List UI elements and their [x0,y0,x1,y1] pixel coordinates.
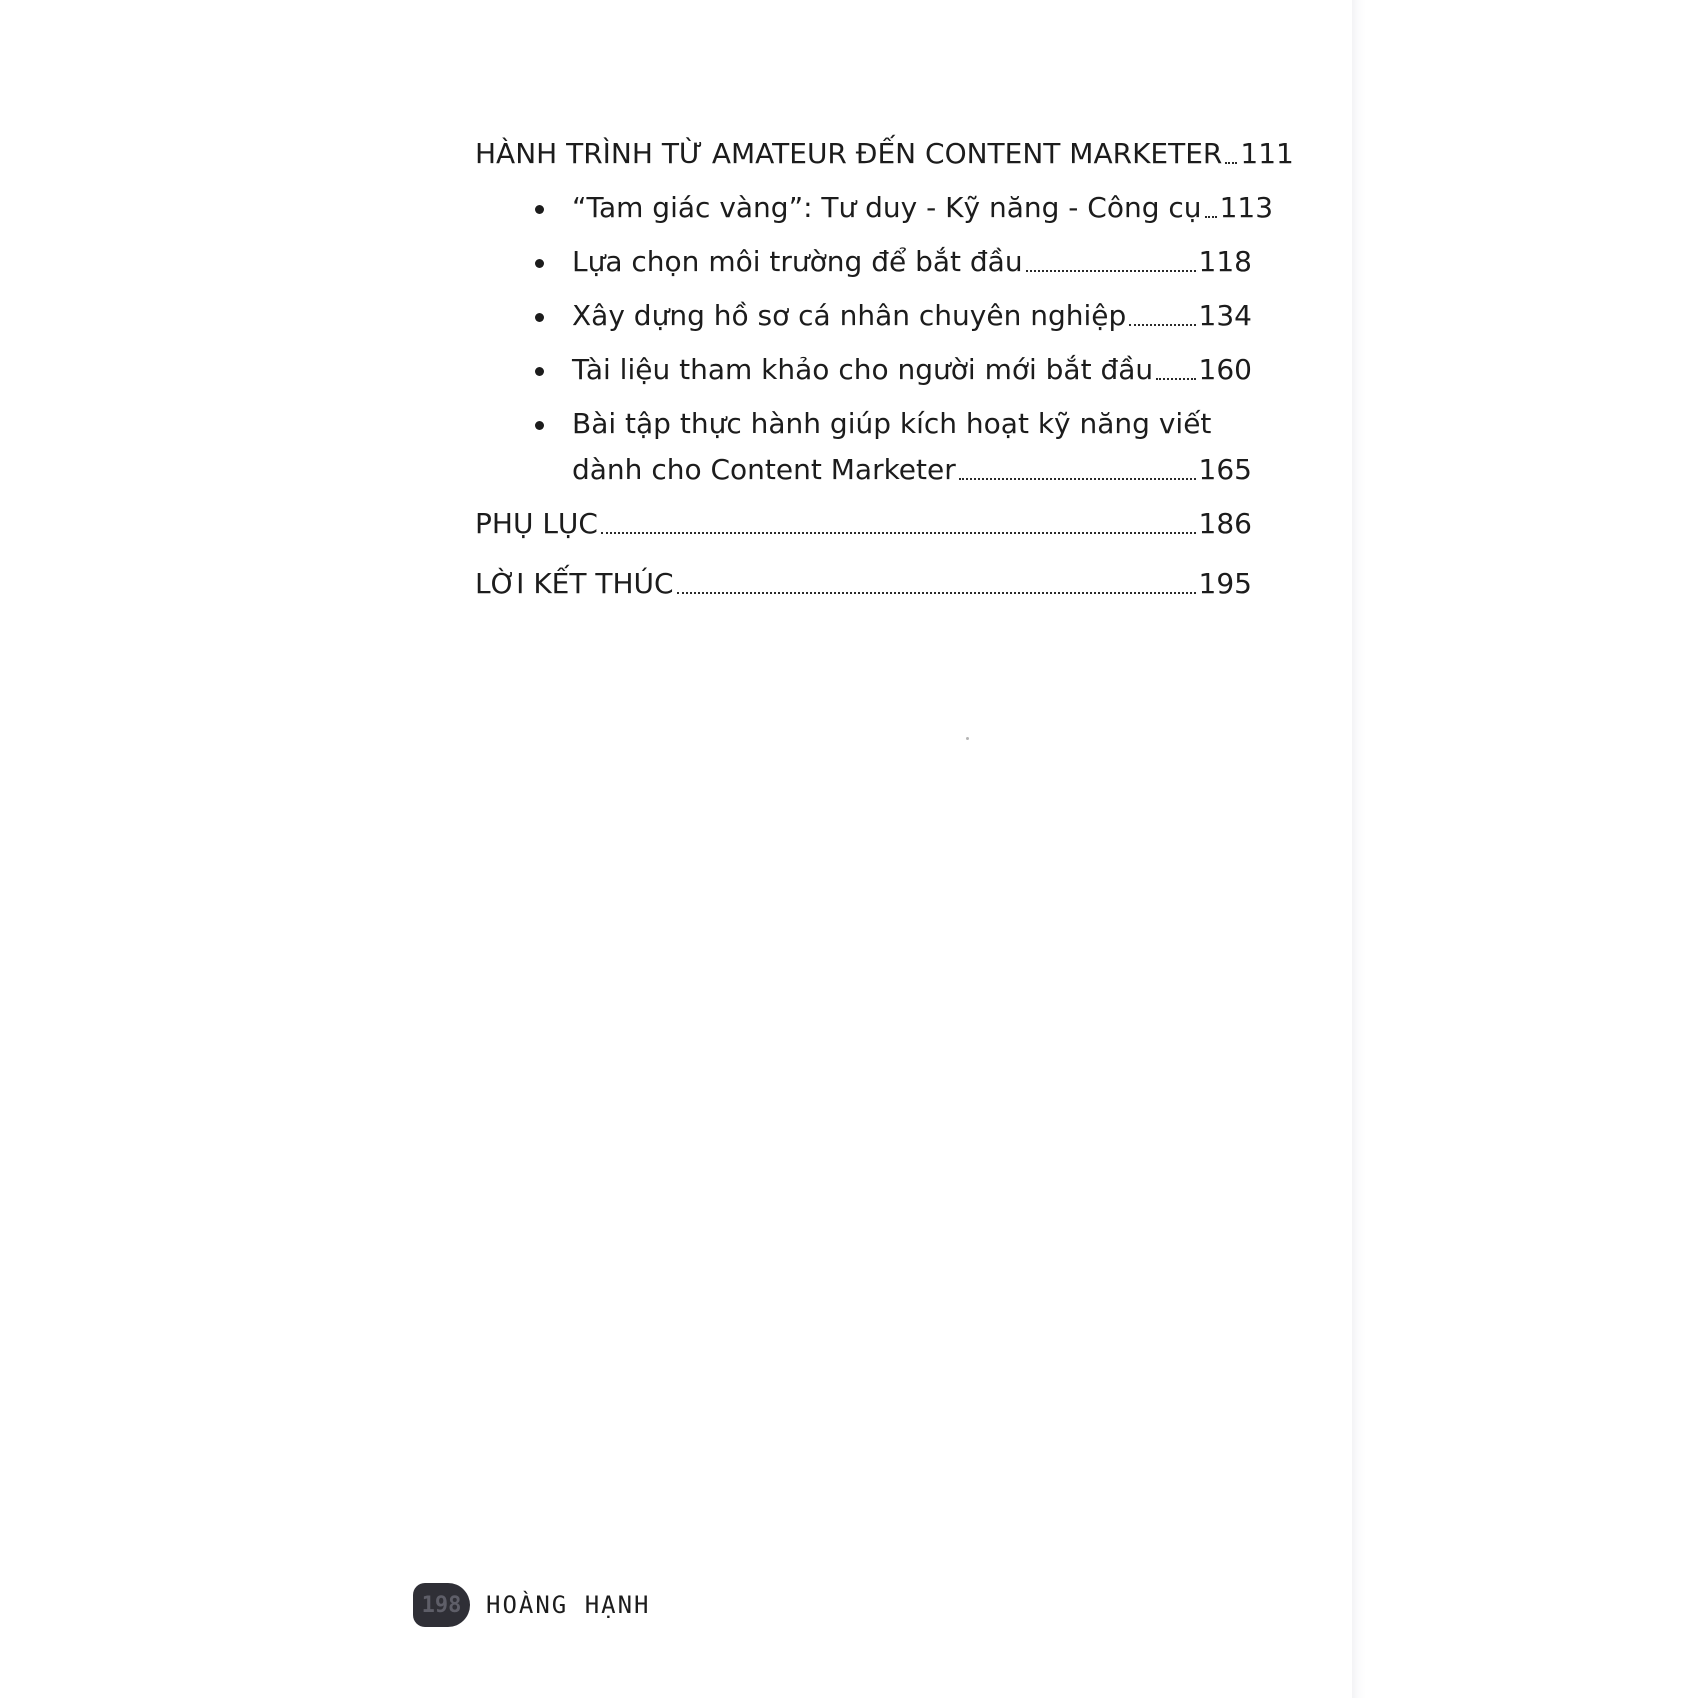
page-number-badge: 198 [413,1583,470,1627]
toc-entry-subitem[interactable] [475,244,1252,280]
bullet-icon [535,205,544,214]
bullet-icon [535,259,544,268]
toc-entry-label: PHỤ LỤC [475,507,598,540]
dot-leader [1225,162,1237,164]
toc-entry-label: Tài liệu tham khảo cho người mới bắt đầu [572,353,1154,386]
toc-entry-page: 195 [1198,567,1252,600]
toc-entry-label: “Tam giác vàng”: Tư duy - Kỹ năng - Công cụ [572,191,1202,224]
dot-leader [959,478,1196,480]
toc-entry-heading[interactable] [475,136,1294,172]
bullet-icon [535,313,544,322]
toc-entry-label: LỜI KẾT THÚC [475,567,674,600]
toc-entry-label: Xây dựng hồ sơ cá nhân chuyên nghiệp [572,299,1127,332]
toc-entry-page: 113 [1219,191,1274,224]
toc-entry-label-continued: dành cho Content Marketer [572,453,956,486]
author-name: HOÀNG HẠNH [486,1591,651,1619]
toc-entry-subitem[interactable] [475,406,1252,488]
page-footer [413,1580,651,1630]
toc-entry-page: 186 [1198,507,1252,540]
page-edge-shadow [1352,0,1698,1698]
toc-entry-subitem[interactable] [475,352,1252,388]
toc-entry-heading[interactable] [475,506,1252,542]
toc-entry-page: 118 [1198,245,1252,278]
toc-entry-page: 134 [1198,299,1252,332]
dot-leader [601,532,1196,534]
bullet-icon [535,367,544,376]
dot-leader [1026,270,1196,272]
toc-entry-heading[interactable] [475,566,1252,602]
toc-entry-subitem[interactable] [475,298,1252,334]
bullet-icon [535,421,544,430]
toc-entry-label: Lựa chọn môi trường để bắt đầu [572,245,1023,278]
toc-entry-page: 111 [1240,137,1294,170]
paper-speck [966,737,969,740]
dot-leader [1156,378,1195,380]
toc-entry-page: 165 [1198,453,1252,486]
dot-leader [677,592,1196,594]
toc-entry-label: Bài tập thực hành giúp kích hoạt kỹ năng viết [572,407,1212,440]
toc-entry-subitem[interactable] [475,190,1274,226]
dot-leader [1205,216,1217,218]
dot-leader [1129,324,1195,326]
toc-entry-label: HÀNH TRÌNH TỪ AMATEUR ĐẾN CONTENT MARKETER [475,137,1223,170]
table-of-contents [475,130,1294,602]
toc-entry-page: 160 [1198,353,1252,386]
